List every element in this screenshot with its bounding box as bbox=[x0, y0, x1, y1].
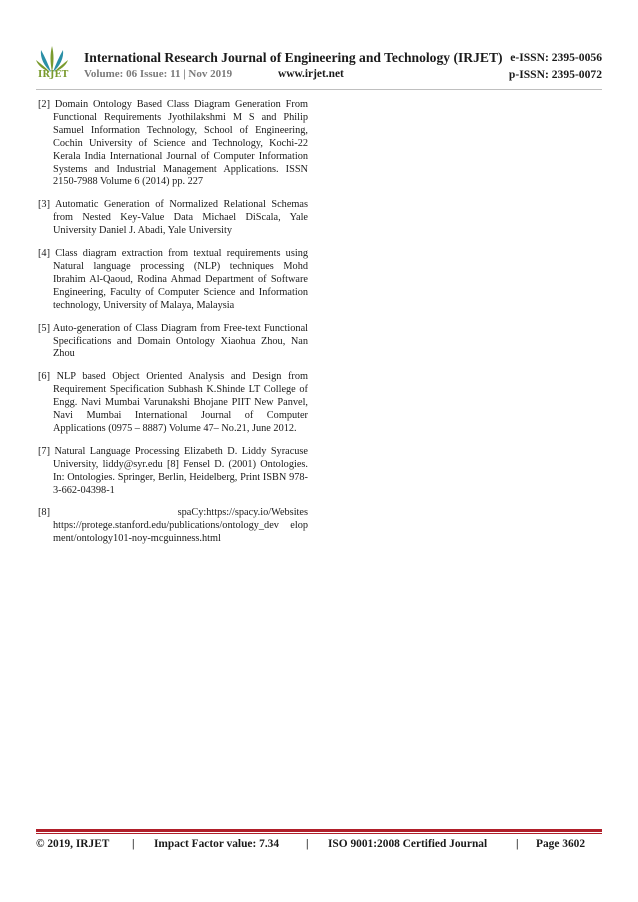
footer-divider bbox=[36, 829, 602, 832]
reference-item: [3] Automatic Generation of Normalized Relational Schemas from Nested Key-Value Data Michael DiScala, Yale University Daniel J. Abadi, Yale University bbox=[38, 199, 308, 237]
header-divider bbox=[36, 89, 602, 90]
page-footer bbox=[36, 838, 602, 856]
reference-item: [5] Auto-generation of Class Diagram from Free-text Functional Specifications and Domain Ontology Xiaohua Zhou, Nan Zhou bbox=[38, 322, 308, 360]
footer-copyright: © 2019, IRJET bbox=[36, 838, 110, 850]
footer-divider-thin bbox=[36, 833, 602, 834]
website-link[interactable]: www.irjet.net bbox=[278, 68, 344, 80]
volume-issue: Volume: 06 Issue: 11 | Nov 2019 bbox=[84, 68, 233, 80]
reference-item: [6] NLP based Object Oriented Analysis and Design from Requirement Specification Subhash K.Shinde LT College of Engg. Navi Mumbai Varunakshi Bhojane PIIT New Panvel, Navi Mumbai International Journal of Computer Applications (0975 – 8887) Volume 47– No.21, June 2012. bbox=[38, 371, 308, 434]
reference-item: [4] Class diagram extraction from textual requirements using Natural language processing (NLP) techniques Mohd Ibrahim Al-Qaoud, Rodina Ahmad Department of Software Engineering, Faculty of Computer Science and Information technology, University of Malaya, Malaysia bbox=[38, 248, 308, 311]
footer-page-number: Page 3602 bbox=[536, 838, 586, 850]
e-issn: e-ISSN: 2395-0056 bbox=[510, 51, 602, 64]
page-header bbox=[36, 40, 602, 88]
journal-title: International Research Journal of Engineering and Technology (IRJET) bbox=[84, 50, 503, 65]
reference-item: [7] Natural Language Processing Elizabeth D. Liddy Syracuse University, liddy@syr.edu [8] Fensel D. (2001) Ontologies. In: Ontologies. Springer, Berlin, Heidelberg, Print ISBN 978-3-662-04398-1 bbox=[38, 445, 308, 496]
p-issn: p-ISSN: 2395-0072 bbox=[508, 68, 602, 81]
logo-text: IRJET bbox=[38, 70, 69, 80]
footer-iso: ISO 9001:2008 Certified Journal bbox=[328, 838, 488, 850]
reference-item: [2] Domain Ontology Based Class Diagram Generation From Functional Requirements Jyothilakshmi M S and Philip Samuel Information Technology, School of Engineering, Cochin University of Science and Technology, Kochi-22 Kerala India International Journal of Computer Information Systems and Industrial Management Applications. ISSN 2150-7988 Volume 6 (2014) pp. 227 bbox=[38, 99, 308, 188]
footer-separator: | bbox=[516, 838, 519, 850]
reference-list bbox=[38, 99, 308, 556]
reference-item: [8] spaCy:https://spacy.io/Websites https://protege.stanford.edu/publications/ontology_dev elop ment/ontology101-noy-mcguinness.html bbox=[38, 507, 308, 545]
footer-separator: | bbox=[306, 838, 309, 850]
footer-separator: | bbox=[132, 838, 135, 850]
footer-impact-factor: Impact Factor value: 7.34 bbox=[154, 838, 280, 850]
